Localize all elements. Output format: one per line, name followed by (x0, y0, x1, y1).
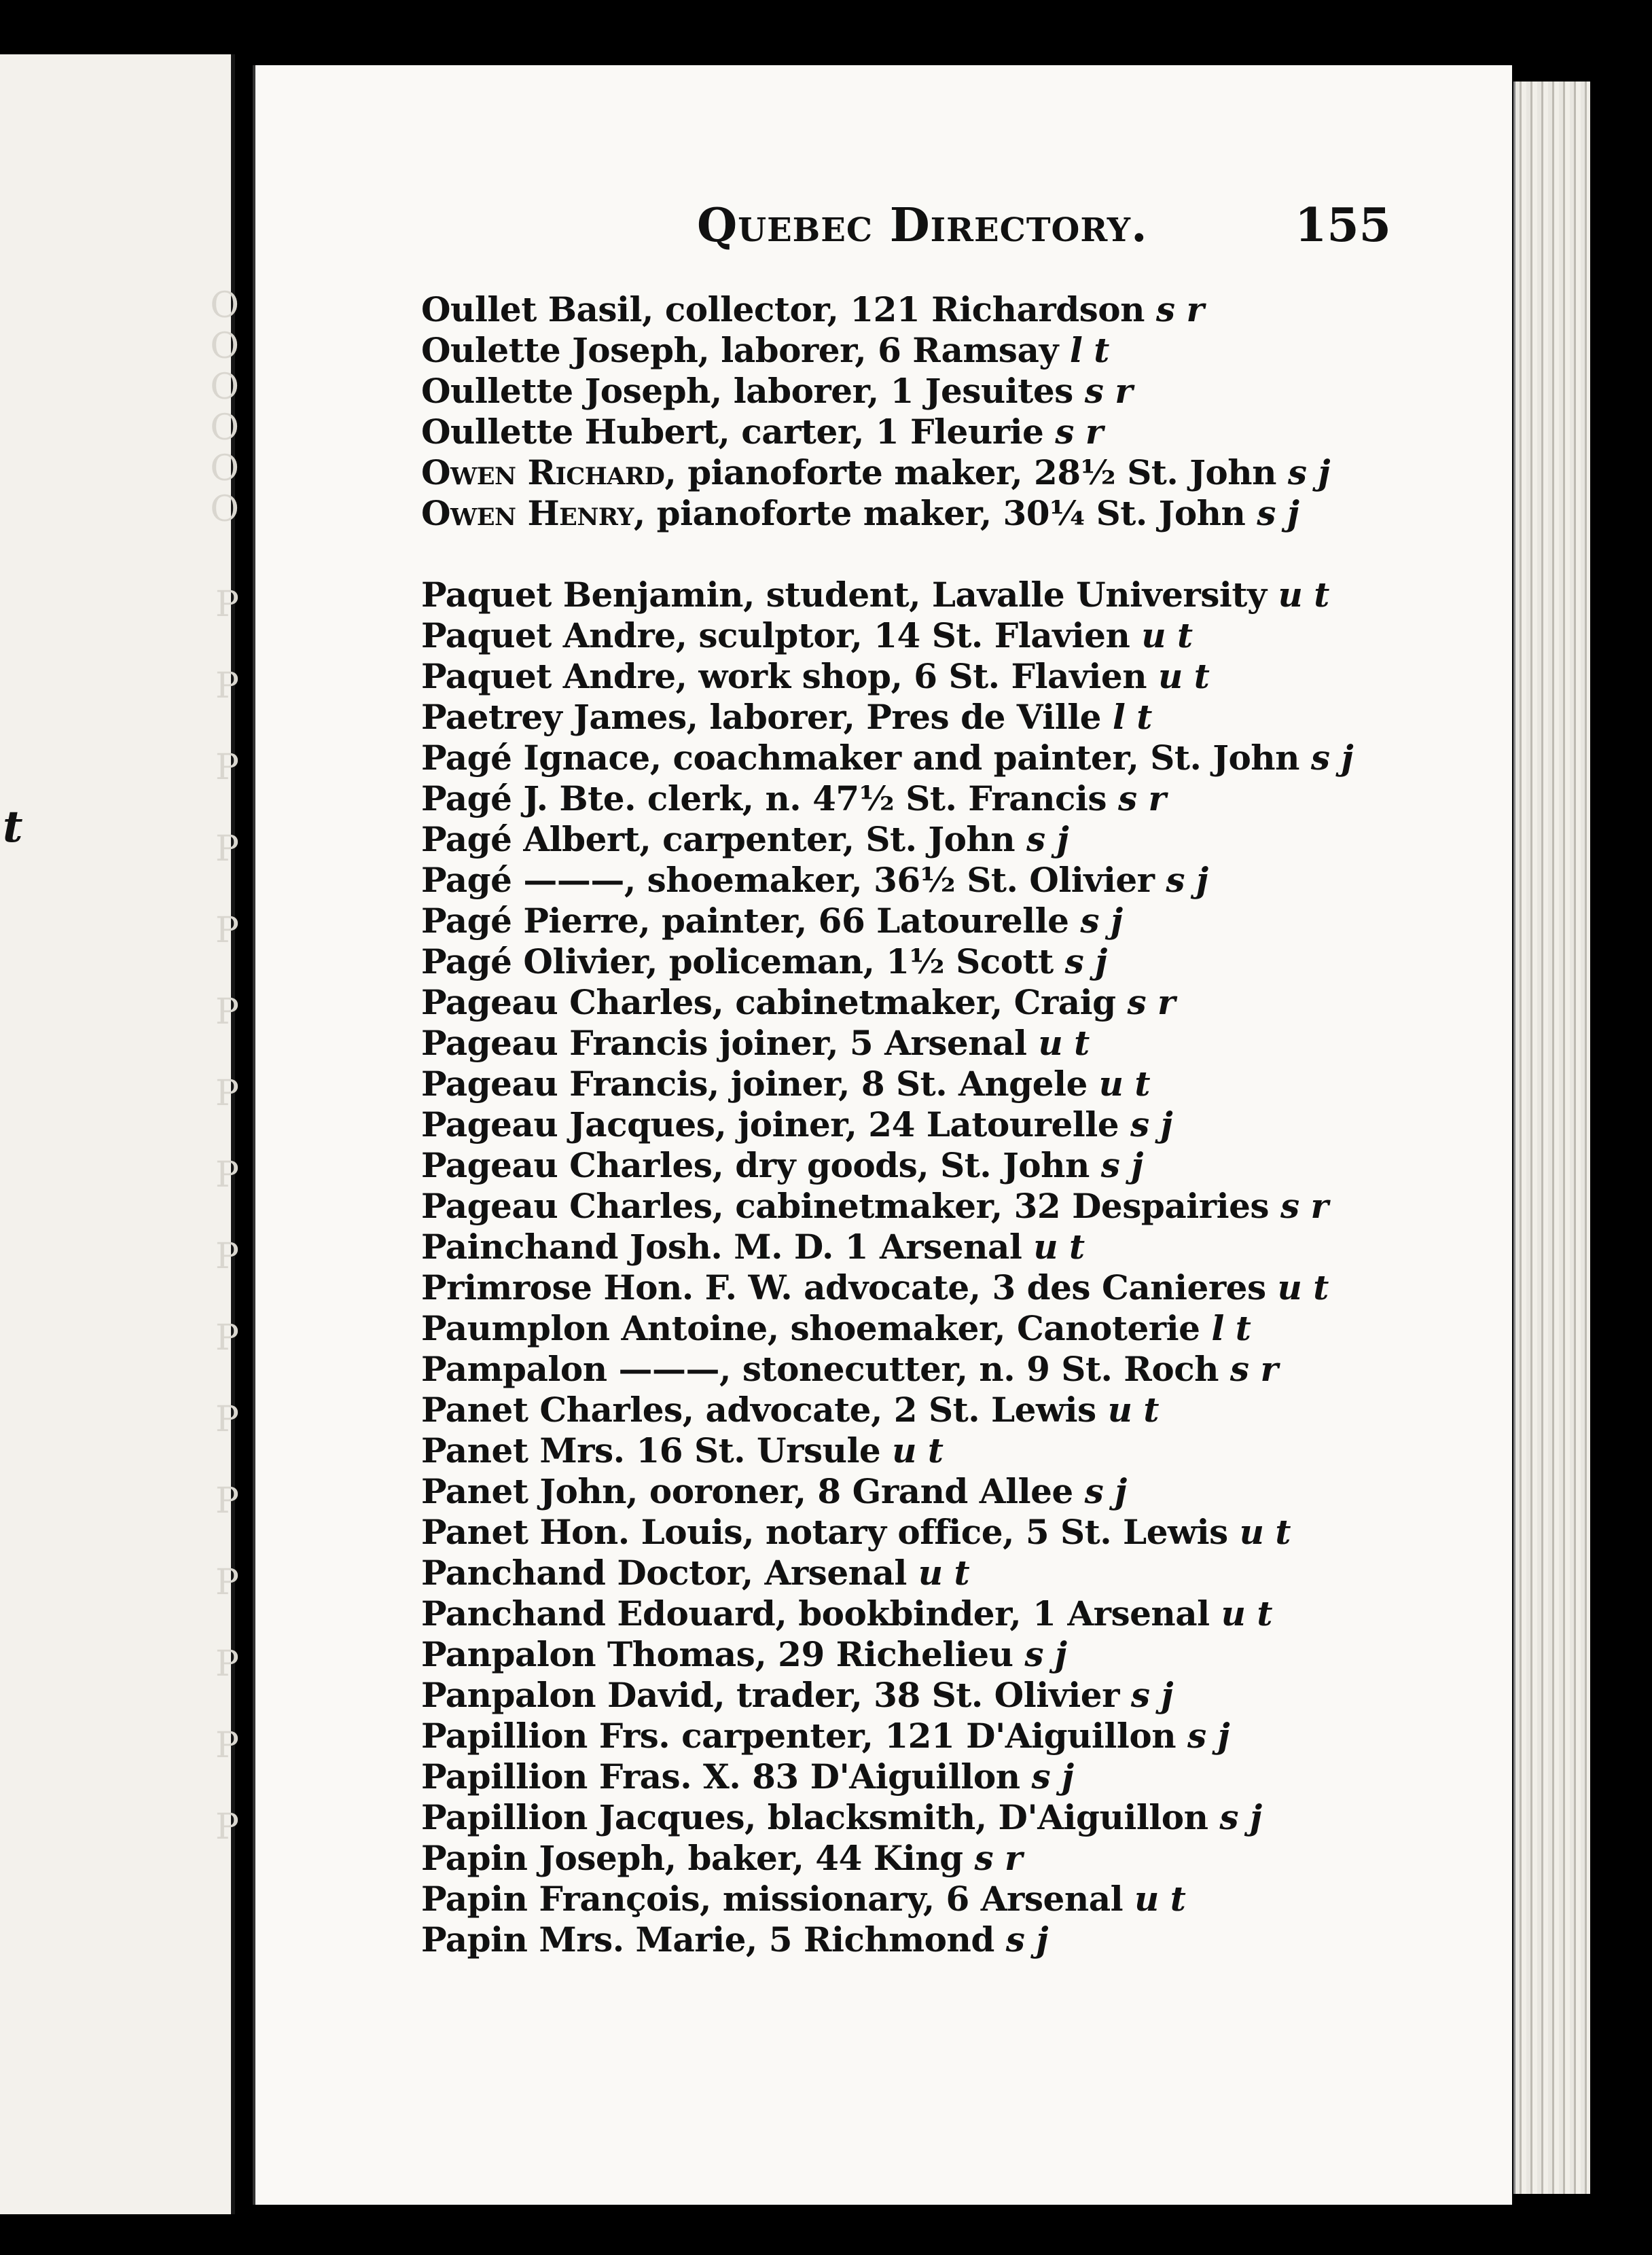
entry-details: ooroner, 8 Grand Allee (637, 1471, 1085, 1511)
directory-entries (421, 289, 1481, 1960)
entry-ward-code: u t (1221, 1593, 1272, 1634)
entry-ward-code: s j (1080, 901, 1123, 941)
entry-details: M. D. 1 Arsenal (722, 1227, 1034, 1267)
entry-ward-code: s j (1187, 1716, 1230, 1756)
directory-entry (421, 656, 1481, 697)
directory-entry (421, 901, 1481, 941)
entry-name: Paetrey James, (421, 697, 698, 737)
bleed-through-text: P (215, 829, 239, 869)
entry-name: Papillion Frs. (421, 1716, 670, 1756)
entry-details: pianoforte maker, 28½ St. John (676, 452, 1288, 492)
entry-name: Papin François, (421, 1879, 711, 1919)
page-header (255, 198, 1512, 259)
bleed-through-text: P (215, 1807, 239, 1847)
directory-entry (421, 1430, 1481, 1471)
directory-entry (421, 1879, 1481, 1919)
entry-ward-code: s j (1031, 1756, 1074, 1797)
bleed-through-text: P (215, 1481, 239, 1521)
entry-name: Primrose Hon. F. W. (421, 1267, 793, 1307)
entry-details: joiner, 8 St. Angele (719, 1064, 1099, 1104)
entry-ward-code: s j (1026, 819, 1069, 859)
entry-details: cabinetmaker, 32 Despairies (723, 1186, 1280, 1226)
directory-entry (421, 615, 1481, 656)
entry-ward-code: s j (1257, 493, 1299, 533)
entry-name: Oullet Basil, (421, 289, 653, 329)
directory-entry (421, 1227, 1481, 1267)
directory-entry (421, 1593, 1481, 1634)
entry-ward-code: s r (1084, 371, 1133, 411)
bleed-through-text: O (210, 326, 239, 367)
entry-ward-code: l t (1211, 1308, 1251, 1348)
entry-name: Paumplon Antoine, (421, 1308, 779, 1348)
entry-details: joiner, 24 Latourelle (726, 1104, 1130, 1144)
entry-name: Pageau Charles, (421, 1145, 724, 1185)
entry-name: Owen Henry, (421, 493, 645, 533)
entry-details: work shop, 6 St. Flavien (687, 656, 1158, 696)
directory-entry (421, 412, 1481, 452)
bleed-through-text: P (215, 747, 239, 788)
entry-ward-code: s j (1084, 1471, 1127, 1511)
entry-name: Papin Mrs. Marie, (421, 1919, 757, 1960)
directory-page (253, 65, 1512, 2205)
entry-details: 83 D'Aiguillon (740, 1756, 1032, 1797)
entry-name: Panet John, (421, 1471, 638, 1511)
entry-ward-code: l t (1069, 330, 1109, 370)
entry-ward-code: s r (1280, 1186, 1329, 1226)
directory-entry (421, 1634, 1481, 1675)
entry-name: Pagé Pierre, (421, 901, 651, 941)
entry-ward-code: s j (1064, 941, 1107, 981)
entry-ward-code: u t (1277, 1267, 1329, 1307)
directory-entry (421, 819, 1481, 860)
entry-name: Pagé ———, (421, 860, 636, 900)
entry-details: painter, 66 Latourelle (650, 901, 1081, 941)
bleed-through-text: P (215, 910, 239, 951)
entry-name: Pagé J. Bte. (421, 778, 636, 818)
entry-details: policeman, 1½ Scott (657, 941, 1065, 981)
entry-details: carpenter, 121 D'Aiguillon (670, 1716, 1187, 1756)
directory-entry (421, 778, 1481, 819)
entry-ward-code: s j (1130, 1104, 1173, 1144)
directory-entry (421, 1716, 1481, 1756)
entry-ward-code: s r (1229, 1349, 1278, 1389)
entry-name: Panchand Doctor, (421, 1553, 753, 1593)
bleed-through-text: P (215, 584, 239, 625)
bleed-through-text: P (215, 1399, 239, 1440)
entry-ward-code: u t (1038, 1023, 1090, 1063)
bleed-through-text: O (210, 489, 239, 530)
entry-details: clerk, n. 47½ St. Francis (636, 778, 1118, 818)
entry-ward-code: s r (1127, 982, 1175, 1022)
entry-ward-code: u t (1033, 1227, 1085, 1267)
bleed-through-text: P (215, 1236, 239, 1277)
bleed-through-text: P (215, 1725, 239, 1766)
entry-ward-code: s j (1219, 1797, 1262, 1837)
entry-name: Panchand Edouard, (421, 1593, 787, 1634)
directory-entry (421, 330, 1481, 371)
entry-details: cabinetmaker, Craig (723, 982, 1128, 1022)
entry-name: Papillion Fras. X. (421, 1756, 741, 1797)
directory-entry (421, 941, 1481, 982)
entry-details: collector, 121 Richardson (653, 289, 1156, 329)
entry-name: Papin Joseph, (421, 1838, 677, 1878)
directory-entry (421, 982, 1481, 1023)
entry-details: carpenter, St. John (651, 819, 1027, 859)
facing-page-edge (0, 54, 239, 2214)
page-title: Quebec Directory. (697, 198, 1148, 253)
entry-details: missionary, 6 Arsenal (711, 1879, 1135, 1919)
entry-details: laborer, 6 Ramsay (709, 330, 1070, 370)
entry-name: Oullette Joseph, (421, 371, 722, 411)
entry-details: notary office, 5 St. Lewis (754, 1512, 1240, 1552)
directory-entry (421, 1023, 1481, 1064)
directory-entry (421, 697, 1481, 738)
directory-entry (421, 1267, 1481, 1308)
directory-entry (421, 738, 1481, 778)
entry-name: Panet Hon. Louis, (421, 1512, 754, 1552)
entry-name: Pageau Francis (421, 1023, 708, 1063)
entry-ward-code: s r (1118, 778, 1166, 818)
directory-entry (421, 575, 1481, 615)
bleed-through-text: P (215, 1562, 239, 1603)
directory-entry (421, 1675, 1481, 1716)
bleed-through-text: O (210, 408, 239, 448)
entry-name: Oullette Hubert, (421, 412, 730, 452)
directory-entry (421, 452, 1481, 493)
directory-entry (421, 1553, 1481, 1593)
directory-entry (421, 1145, 1481, 1186)
entry-details: advocate, 2 St. Lewis (694, 1390, 1108, 1430)
entry-details: dry goods, St. John (723, 1145, 1101, 1185)
entry-name: Pageau Jacques, (421, 1104, 727, 1144)
directory-entry (421, 1838, 1481, 1879)
entry-ward-code: u t (1141, 615, 1193, 655)
entry-details: 16 St. Ursule (624, 1430, 893, 1471)
directory-entry (421, 493, 1481, 534)
bleed-through-text: P (215, 1155, 239, 1195)
entry-ward-code: s j (1166, 860, 1208, 900)
entry-name: Pampalon ———, (421, 1349, 731, 1389)
directory-entry (421, 1512, 1481, 1553)
bleed-through-text: P (215, 1073, 239, 1114)
entry-name: Oulette Joseph, (421, 330, 710, 370)
entry-ward-code: u t (892, 1430, 944, 1471)
entry-ward-code: l t (1112, 697, 1152, 737)
entry-name: Pagé Ignace, (421, 738, 662, 778)
entry-ward-code: u t (1239, 1512, 1291, 1552)
entry-name: Paquet Andre, (421, 615, 687, 655)
entry-details: trader, 38 St. Olivier (725, 1675, 1131, 1715)
entry-details: coachmaker and painter, St. John (661, 738, 1311, 778)
entry-details: 29 Richelieu (766, 1634, 1025, 1674)
entry-details: student, Lavalle University (754, 575, 1278, 615)
entry-ward-code: s j (1130, 1675, 1173, 1715)
directory-entry (421, 371, 1481, 412)
entry-details: carter, 1 Fleurie (730, 412, 1056, 452)
entry-name: Paquet Benjamin, (421, 575, 755, 615)
entry-details: shoemaker, Canoterie (778, 1308, 1212, 1348)
entry-ward-code: s j (1310, 738, 1354, 778)
bleed-through-text: P (215, 666, 239, 706)
directory-entry (421, 860, 1481, 901)
entry-details: laborer, Pres de Ville (698, 697, 1113, 737)
entry-name: Pageau Charles, (421, 982, 724, 1022)
entry-details: 5 Richmond (757, 1919, 1006, 1960)
bleed-through-text: P (215, 992, 239, 1032)
entry-ward-code: s j (1005, 1919, 1048, 1960)
entry-name: Painchand Josh. (421, 1227, 723, 1267)
bleed-through-text: O (210, 448, 239, 489)
entry-ward-code: s j (1287, 452, 1330, 492)
entry-ward-code: s r (974, 1838, 1022, 1878)
directory-entry (421, 1797, 1481, 1838)
bleed-through-text: O (210, 285, 239, 326)
entry-name: Panet Charles, (421, 1390, 694, 1430)
entry-name: Pagé Albert, (421, 819, 651, 859)
entry-details: advocate, 3 des Canieres (792, 1267, 1278, 1307)
entry-ward-code: s r (1155, 289, 1204, 329)
entry-details: bookbinder, 1 Arsenal (787, 1593, 1221, 1634)
directory-entry (421, 1756, 1481, 1797)
directory-entry (421, 1186, 1481, 1227)
directory-entry (421, 1104, 1481, 1145)
entry-ward-code: u t (1134, 1879, 1186, 1919)
entry-ward-code: u t (1158, 656, 1210, 696)
directory-entry (421, 1349, 1481, 1390)
entry-details: joiner, 5 Arsenal (707, 1023, 1039, 1063)
entry-name: Papillion Jacques, (421, 1797, 756, 1837)
entry-name: Panet Mrs. (421, 1430, 625, 1471)
entry-name: Pageau Francis, (421, 1064, 719, 1104)
entry-ward-code: s j (1100, 1145, 1143, 1185)
directory-entry (421, 1390, 1481, 1430)
entry-details: pianoforte maker, 30¼ St. John (645, 493, 1257, 533)
directory-entry (421, 1064, 1481, 1104)
entry-details: Arsenal (753, 1553, 918, 1593)
entry-ward-code: u t (918, 1553, 970, 1593)
entry-ward-code: u t (1107, 1390, 1159, 1430)
directory-entry (421, 1471, 1481, 1512)
entry-name: Panpalon David, (421, 1675, 725, 1715)
directory-entry (421, 289, 1481, 330)
margin-stray-char: t (3, 801, 23, 852)
entry-ward-code: s j (1024, 1634, 1067, 1674)
entry-name: Paquet Andre, (421, 656, 687, 696)
entry-details: baker, 44 King (676, 1838, 975, 1878)
entry-details: blacksmith, D'Aiguillon (755, 1797, 1220, 1837)
entry-details: shoemaker, 36½ St. Olivier (635, 860, 1166, 900)
bleed-through-text: P (215, 1318, 239, 1358)
directory-entry (421, 1308, 1481, 1349)
entry-name: Pageau Charles, (421, 1186, 724, 1226)
directory-entry (421, 1919, 1481, 1960)
book-spine-edge (1513, 82, 1590, 2194)
entry-name: Panpalon Thomas, (421, 1634, 767, 1674)
entry-ward-code: u t (1278, 575, 1329, 615)
entry-ward-code: s r (1055, 412, 1103, 452)
bleed-through-text: O (210, 367, 239, 408)
entry-name: Pagé Olivier, (421, 941, 658, 981)
entry-ward-code: u t (1098, 1064, 1151, 1104)
entry-details: sculptor, 14 St. Flavien (687, 615, 1142, 655)
bleed-through-text: P (215, 1644, 239, 1684)
entry-details: stonecutter, n. 9 St. Roch (730, 1349, 1230, 1389)
page-number: 155 (1295, 198, 1391, 253)
entry-name: Owen Richard, (421, 452, 677, 492)
entry-details: laborer, 1 Jesuites (721, 371, 1085, 411)
